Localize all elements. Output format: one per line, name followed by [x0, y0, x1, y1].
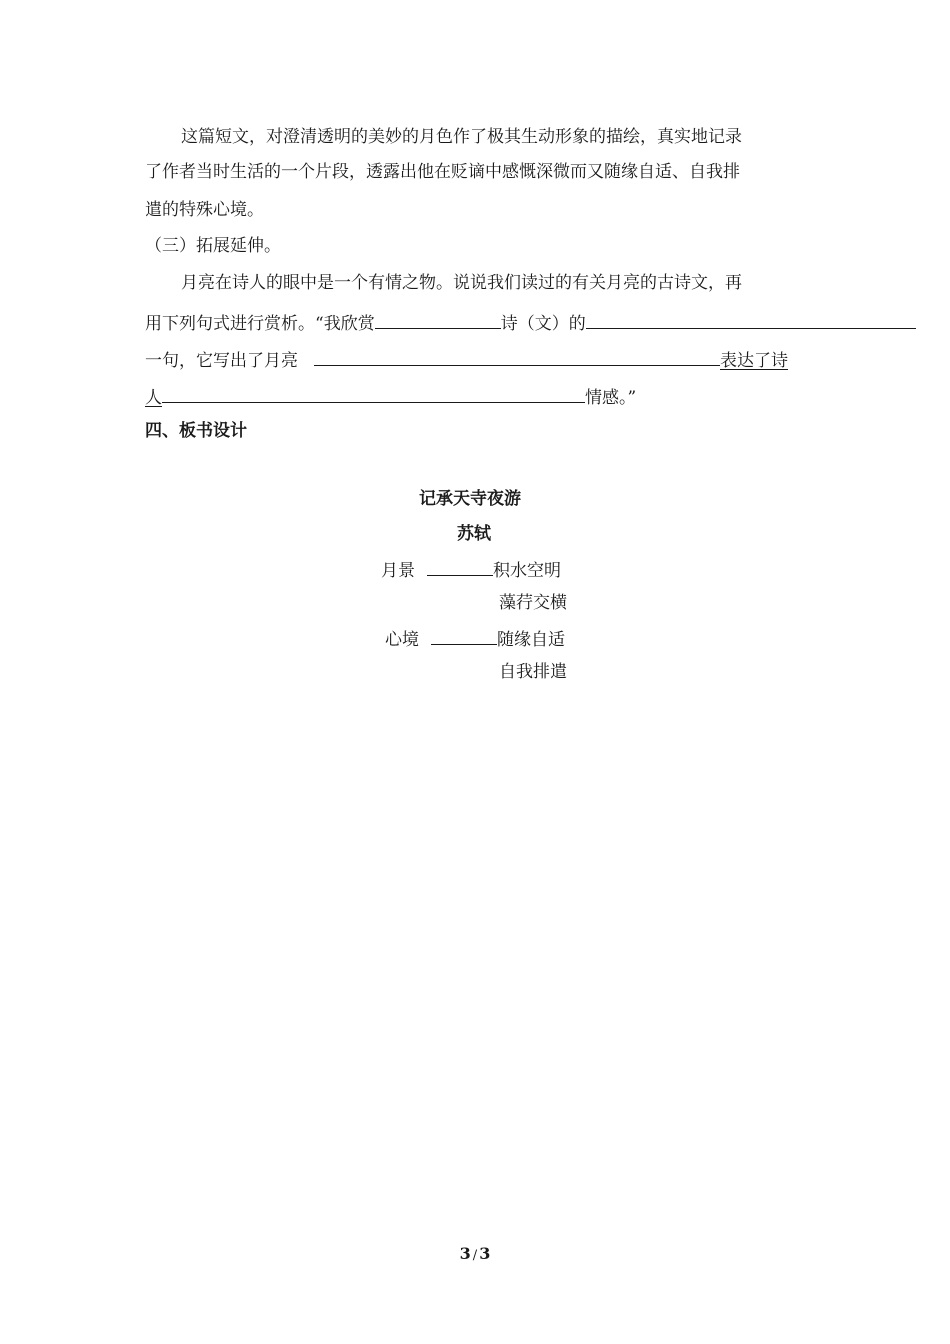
- sentence-pattern-part-5: 人: [145, 388, 162, 408]
- paragraph-2-line-4: [145, 384, 636, 409]
- board-row-1-connector: [427, 557, 493, 576]
- page-number: [0, 1244, 950, 1263]
- board-row-2-item-1: 随缘自适: [497, 630, 565, 650]
- blank-moon-description[interactable]: [314, 347, 720, 366]
- page-total: 3: [479, 1244, 491, 1263]
- sentence-pattern-part-4: 表达了诗: [720, 351, 788, 371]
- paragraph-2-line-2: [145, 310, 916, 335]
- section-3-heading: （三）拓展延伸。: [145, 236, 281, 256]
- paragraph-1-line-1: 这篇短文，对澄清透明的美妙的月色作了极其生动形象的描绘，真实地记录: [181, 127, 742, 147]
- paragraph-1-line-3: 遣的特殊心境。: [145, 200, 264, 220]
- board-row-1-label: 月景: [381, 561, 415, 581]
- blank-emotion[interactable]: [162, 384, 585, 403]
- board-title: 记承天寺夜游: [419, 489, 521, 509]
- board-row-1-item-1: 积水空明: [493, 561, 561, 581]
- page-separator: /: [472, 1248, 478, 1263]
- paragraph-1-line-2: 了作者当时生活的一个片段，透露出他在贬谪中感慨深微而又随缘自适、自我排: [145, 162, 740, 182]
- page-current: 3: [459, 1244, 471, 1263]
- board-row-2-label: 心境: [385, 630, 419, 650]
- section-4-heading: 四、板书设计: [145, 421, 247, 441]
- sentence-pattern-part-6: 情感。”: [585, 388, 637, 408]
- board-row-1-item-2: 藻荇交横: [499, 593, 567, 613]
- blank-poem-title[interactable]: [375, 310, 501, 329]
- board-author: 苏轼: [457, 524, 491, 544]
- paragraph-2-line-1: 月亮在诗人的眼中是一个有情之物。说说我们读过的有关月亮的古诗文，再: [181, 273, 742, 293]
- board-row-2: [385, 626, 565, 651]
- sentence-pattern-part-1: 用下列句式进行赏析。“我欣赏: [145, 314, 375, 334]
- board-row-2-item-2: 自我排遣: [499, 662, 567, 682]
- blank-verse[interactable]: [586, 310, 916, 329]
- sentence-pattern-part-3: 一句，它写出了月亮: [145, 351, 298, 371]
- board-row-1: [381, 557, 561, 582]
- board-row-2-connector: [431, 626, 497, 645]
- paragraph-2-line-3: [145, 347, 788, 372]
- sentence-pattern-part-2: 诗（文）的: [500, 314, 586, 334]
